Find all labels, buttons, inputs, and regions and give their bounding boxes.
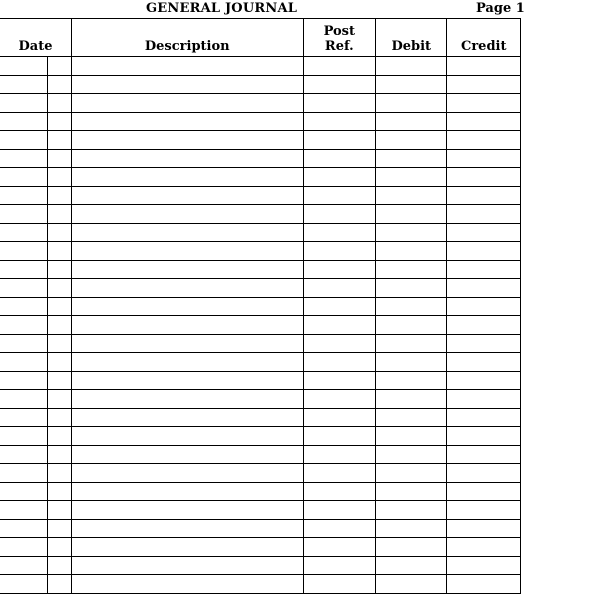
debit-cell[interactable]	[376, 279, 447, 298]
post-ref-cell[interactable]	[303, 75, 375, 94]
date-day-cell[interactable]	[47, 260, 71, 279]
debit-cell[interactable]	[376, 297, 447, 316]
date-month-cell[interactable]	[0, 519, 47, 538]
credit-cell[interactable]	[447, 519, 521, 538]
description-cell[interactable]	[71, 371, 303, 390]
debit-cell[interactable]	[376, 353, 447, 372]
debit-cell[interactable]	[376, 260, 447, 279]
date-day-cell[interactable]	[47, 334, 71, 353]
credit-cell[interactable]	[447, 575, 521, 594]
credit-cell[interactable]	[447, 371, 521, 390]
debit-cell[interactable]	[376, 538, 447, 557]
debit-cell[interactable]	[376, 408, 447, 427]
debit-cell[interactable]	[376, 316, 447, 335]
date-month-cell[interactable]	[0, 556, 47, 575]
post-ref-cell[interactable]	[303, 242, 375, 261]
date-day-cell[interactable]	[47, 112, 71, 131]
date-month-cell[interactable]	[0, 464, 47, 483]
post-ref-cell[interactable]	[303, 297, 375, 316]
date-month-cell[interactable]	[0, 57, 47, 76]
date-month-cell[interactable]	[0, 112, 47, 131]
journal-row	[0, 260, 521, 279]
date-month-cell[interactable]	[0, 482, 47, 501]
date-day-cell[interactable]	[47, 538, 71, 557]
credit-cell[interactable]	[447, 353, 521, 372]
post-ref-cell[interactable]	[303, 57, 375, 76]
date-month-cell[interactable]	[0, 297, 47, 316]
description-cell[interactable]	[71, 390, 303, 409]
debit-cell[interactable]	[376, 445, 447, 464]
credit-cell[interactable]	[447, 186, 521, 205]
journal-row	[0, 464, 521, 483]
date-day-cell[interactable]	[47, 223, 71, 242]
post-ref-cell[interactable]	[303, 112, 375, 131]
journal-row	[0, 112, 521, 131]
date-day-cell[interactable]	[47, 186, 71, 205]
journal-body	[0, 57, 521, 594]
post-ref-cell[interactable]	[303, 445, 375, 464]
debit-cell[interactable]	[376, 57, 447, 76]
journal-title: GENERAL JOURNAL	[146, 1, 298, 16]
date-month-cell[interactable]	[0, 334, 47, 353]
credit-cell[interactable]	[447, 334, 521, 353]
journal-row	[0, 75, 521, 94]
journal-row	[0, 334, 521, 353]
description-cell[interactable]	[71, 316, 303, 335]
description-cell[interactable]	[71, 538, 303, 557]
date-day-cell[interactable]	[47, 131, 71, 150]
date-month-cell[interactable]	[0, 427, 47, 446]
credit-cell[interactable]	[447, 242, 521, 261]
journal-row	[0, 223, 521, 242]
credit-cell[interactable]	[447, 94, 521, 113]
debit-cell[interactable]	[376, 575, 447, 594]
date-month-cell[interactable]	[0, 316, 47, 335]
post-ref-cell[interactable]	[303, 390, 375, 409]
post-ref-cell[interactable]	[303, 131, 375, 150]
description-header: Description	[71, 19, 303, 57]
description-cell[interactable]	[71, 94, 303, 113]
debit-cell[interactable]	[376, 390, 447, 409]
post-ref-cell[interactable]	[303, 464, 375, 483]
journal-row	[0, 94, 521, 113]
debit-cell[interactable]	[376, 427, 447, 446]
debit-header: Debit	[376, 19, 447, 57]
journal-row	[0, 482, 521, 501]
credit-cell[interactable]	[447, 538, 521, 557]
page-number: Page 1	[476, 1, 525, 16]
credit-cell[interactable]	[447, 279, 521, 298]
date-month-cell[interactable]	[0, 501, 47, 520]
journal-row	[0, 427, 521, 446]
date-day-cell[interactable]	[47, 519, 71, 538]
journal-row	[0, 445, 521, 464]
journal-row	[0, 57, 521, 76]
date-month-cell[interactable]	[0, 223, 47, 242]
debit-cell[interactable]	[376, 75, 447, 94]
journal-row	[0, 556, 521, 575]
date-day-cell[interactable]	[47, 482, 71, 501]
debit-cell[interactable]	[376, 168, 447, 187]
date-month-cell[interactable]	[0, 371, 47, 390]
post-ref-cell[interactable]	[303, 538, 375, 557]
date-day-cell[interactable]	[47, 445, 71, 464]
post-ref-cell[interactable]	[303, 353, 375, 372]
description-cell[interactable]	[71, 445, 303, 464]
credit-cell[interactable]	[447, 390, 521, 409]
journal-row	[0, 168, 521, 187]
description-cell[interactable]	[71, 112, 303, 131]
journal-row	[0, 205, 521, 224]
date-day-cell[interactable]	[47, 297, 71, 316]
date-day-cell[interactable]	[47, 168, 71, 187]
date-month-cell[interactable]	[0, 353, 47, 372]
post-ref-header-line2: Ref.	[324, 39, 354, 54]
debit-cell[interactable]	[376, 131, 447, 150]
credit-cell[interactable]	[447, 168, 521, 187]
date-month-cell[interactable]	[0, 279, 47, 298]
post-ref-cell[interactable]	[303, 94, 375, 113]
journal-row	[0, 131, 521, 150]
description-cell[interactable]	[71, 242, 303, 261]
description-cell[interactable]	[71, 464, 303, 483]
journal-row	[0, 408, 521, 427]
journal-row	[0, 575, 521, 594]
credit-cell[interactable]	[447, 131, 521, 150]
description-cell[interactable]	[71, 131, 303, 150]
post-ref-header	[303, 19, 375, 57]
post-ref-cell[interactable]	[303, 149, 375, 168]
description-cell[interactable]	[71, 575, 303, 594]
post-ref-cell[interactable]	[303, 279, 375, 298]
journal-row	[0, 501, 521, 520]
description-cell[interactable]	[71, 186, 303, 205]
date-day-cell[interactable]	[47, 427, 71, 446]
date-day-cell[interactable]	[47, 371, 71, 390]
date-day-cell[interactable]	[47, 390, 71, 409]
description-cell[interactable]	[71, 556, 303, 575]
description-cell[interactable]	[71, 168, 303, 187]
debit-cell[interactable]	[376, 371, 447, 390]
journal-row	[0, 519, 521, 538]
date-day-cell[interactable]	[47, 575, 71, 594]
journal-row	[0, 149, 521, 168]
description-cell[interactable]	[71, 57, 303, 76]
post-ref-cell[interactable]	[303, 556, 375, 575]
description-cell[interactable]	[71, 519, 303, 538]
description-cell[interactable]	[71, 260, 303, 279]
post-ref-cell[interactable]	[303, 501, 375, 520]
post-ref-cell[interactable]	[303, 427, 375, 446]
debit-cell[interactable]	[376, 94, 447, 113]
credit-cell[interactable]	[447, 445, 521, 464]
date-month-cell[interactable]	[0, 75, 47, 94]
journal-row	[0, 297, 521, 316]
date-month-cell[interactable]	[0, 242, 47, 261]
date-day-cell[interactable]	[47, 94, 71, 113]
post-ref-cell[interactable]	[303, 168, 375, 187]
debit-cell[interactable]	[376, 482, 447, 501]
credit-header: Credit	[447, 19, 521, 57]
date-month-cell[interactable]	[0, 390, 47, 409]
description-cell[interactable]	[71, 353, 303, 372]
description-cell[interactable]	[71, 205, 303, 224]
description-cell[interactable]	[71, 334, 303, 353]
description-cell[interactable]	[71, 223, 303, 242]
post-ref-cell[interactable]	[303, 223, 375, 242]
journal-row	[0, 186, 521, 205]
date-month-cell[interactable]	[0, 408, 47, 427]
header-row	[0, 19, 521, 57]
credit-cell[interactable]	[447, 260, 521, 279]
date-month-cell[interactable]	[0, 131, 47, 150]
credit-cell[interactable]	[447, 408, 521, 427]
date-header: Date	[0, 19, 71, 57]
post-ref-header-line1: Post	[323, 24, 355, 39]
description-cell[interactable]	[71, 427, 303, 446]
post-ref-cell[interactable]	[303, 334, 375, 353]
post-ref-cell[interactable]	[303, 260, 375, 279]
journal-row	[0, 390, 521, 409]
journal-table	[0, 18, 521, 594]
post-ref-cell[interactable]	[303, 519, 375, 538]
date-month-cell[interactable]	[0, 538, 47, 557]
journal-row	[0, 353, 521, 372]
date-day-cell[interactable]	[47, 556, 71, 575]
credit-cell[interactable]	[447, 297, 521, 316]
date-month-cell[interactable]	[0, 149, 47, 168]
credit-cell[interactable]	[447, 57, 521, 76]
date-day-cell[interactable]	[47, 316, 71, 335]
date-month-cell[interactable]	[0, 575, 47, 594]
credit-cell[interactable]	[447, 149, 521, 168]
date-day-cell[interactable]	[47, 408, 71, 427]
debit-cell[interactable]	[376, 464, 447, 483]
date-month-cell[interactable]	[0, 205, 47, 224]
description-cell[interactable]	[71, 408, 303, 427]
credit-cell[interactable]	[447, 556, 521, 575]
debit-cell[interactable]	[376, 149, 447, 168]
post-ref-cell[interactable]	[303, 408, 375, 427]
credit-cell[interactable]	[447, 316, 521, 335]
journal-row	[0, 279, 521, 298]
date-day-cell[interactable]	[47, 242, 71, 261]
post-ref-cell[interactable]	[303, 186, 375, 205]
credit-cell[interactable]	[447, 464, 521, 483]
date-day-cell[interactable]	[47, 205, 71, 224]
description-cell[interactable]	[71, 482, 303, 501]
date-month-cell[interactable]	[0, 186, 47, 205]
description-cell[interactable]	[71, 501, 303, 520]
date-day-cell[interactable]	[47, 501, 71, 520]
post-ref-cell[interactable]	[303, 316, 375, 335]
description-cell[interactable]	[71, 297, 303, 316]
credit-cell[interactable]	[447, 205, 521, 224]
date-day-cell[interactable]	[47, 279, 71, 298]
credit-cell[interactable]	[447, 501, 521, 520]
post-ref-cell[interactable]	[303, 205, 375, 224]
date-day-cell[interactable]	[47, 75, 71, 94]
journal-row	[0, 371, 521, 390]
credit-cell[interactable]	[447, 112, 521, 131]
date-month-cell[interactable]	[0, 260, 47, 279]
description-cell[interactable]	[71, 75, 303, 94]
journal-row	[0, 242, 521, 261]
debit-cell[interactable]	[376, 223, 447, 242]
description-cell[interactable]	[71, 149, 303, 168]
date-month-cell[interactable]	[0, 94, 47, 113]
journal-row	[0, 316, 521, 335]
credit-cell[interactable]	[447, 482, 521, 501]
debit-cell[interactable]	[376, 556, 447, 575]
journal-row	[0, 538, 521, 557]
date-day-cell[interactable]	[47, 353, 71, 372]
debit-cell[interactable]	[376, 186, 447, 205]
description-cell[interactable]	[71, 279, 303, 298]
debit-cell[interactable]	[376, 501, 447, 520]
debit-cell[interactable]	[376, 205, 447, 224]
date-day-cell[interactable]	[47, 149, 71, 168]
date-month-cell[interactable]	[0, 445, 47, 464]
debit-cell[interactable]	[376, 519, 447, 538]
date-day-cell[interactable]	[47, 464, 71, 483]
post-ref-cell[interactable]	[303, 482, 375, 501]
credit-cell[interactable]	[447, 75, 521, 94]
post-ref-cell[interactable]	[303, 575, 375, 594]
date-month-cell[interactable]	[0, 168, 47, 187]
credit-cell[interactable]	[447, 223, 521, 242]
debit-cell[interactable]	[376, 112, 447, 131]
debit-cell[interactable]	[376, 242, 447, 261]
credit-cell[interactable]	[447, 427, 521, 446]
debit-cell[interactable]	[376, 334, 447, 353]
date-day-cell[interactable]	[47, 57, 71, 76]
post-ref-cell[interactable]	[303, 371, 375, 390]
